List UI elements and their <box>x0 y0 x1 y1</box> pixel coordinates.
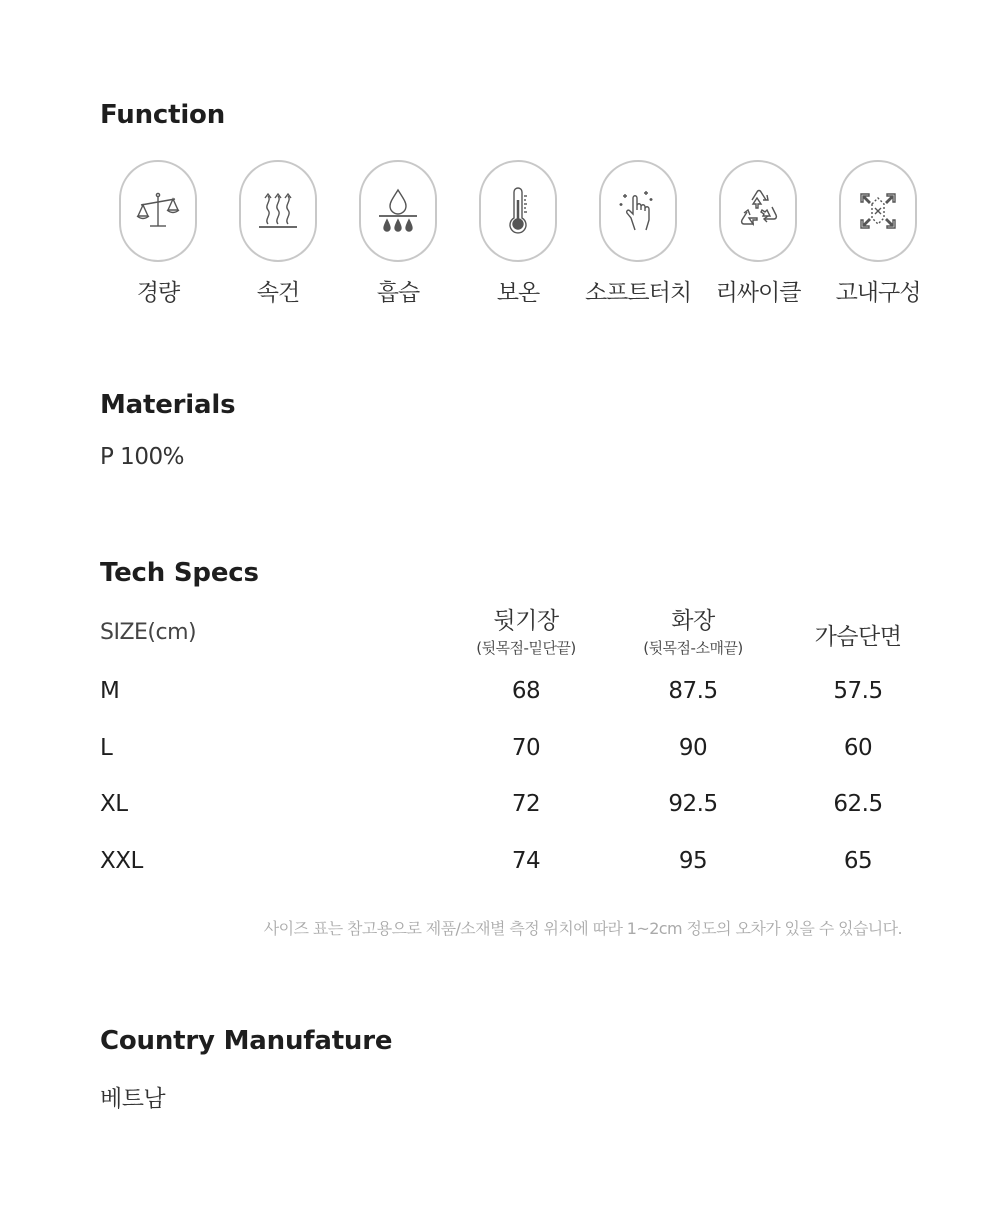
function-pill <box>239 160 317 262</box>
scale-icon <box>133 186 183 236</box>
column-header-back-length <box>446 602 606 658</box>
value-cell: 65 <box>843 848 873 874</box>
value-cell: 92.5 <box>668 791 718 817</box>
table-row <box>100 678 900 718</box>
function-pill <box>119 160 197 262</box>
soft-touch-icon <box>613 186 663 236</box>
function-pill <box>839 160 917 262</box>
value-cell: 90 <box>678 735 708 761</box>
column-header-sub: (뒷목점-소매끝) <box>643 639 743 657</box>
column-header-sleeve-length <box>613 602 773 658</box>
tech-specs-title: Tech Specs <box>100 558 259 588</box>
function-pill <box>719 160 797 262</box>
value-cell: 60 <box>843 735 873 761</box>
function-label: 보온 <box>496 280 540 306</box>
function-title: Function <box>100 100 226 130</box>
function-item-lightweight <box>98 160 218 310</box>
value-cell: 57.5 <box>833 678 883 704</box>
value-cell: 62.5 <box>833 791 883 817</box>
function-item-moisture <box>338 160 458 310</box>
country-value: 베트남 <box>100 1086 166 1112</box>
function-label: 고내구성 <box>835 280 921 306</box>
recycle-icon <box>733 186 783 236</box>
function-label: 리싸이클 <box>715 280 801 306</box>
quick-dry-icon <box>253 186 303 236</box>
thermometer-icon <box>493 186 543 236</box>
country-title: Country Manufature <box>100 1026 393 1056</box>
function-item-soft-touch <box>578 160 698 310</box>
function-pill <box>359 160 437 262</box>
function-item-warmth <box>458 160 578 310</box>
size-column-header: SIZE(cm) <box>100 620 197 645</box>
function-pill <box>479 160 557 262</box>
column-header-label: 가슴단면 <box>814 624 902 650</box>
value-cell: 68 <box>511 678 541 704</box>
table-row <box>100 848 900 888</box>
materials-title: Materials <box>100 390 236 420</box>
function-label: 소프트터치 <box>584 280 692 306</box>
column-header-label: 화장 <box>671 608 715 634</box>
function-pill <box>599 160 677 262</box>
column-header-label: 뒷기장 <box>493 608 559 634</box>
table-row <box>100 791 900 831</box>
moisture-absorb-icon <box>373 186 423 236</box>
value-cell: 74 <box>511 848 541 874</box>
column-header-sub: (뒷목점-밑단끝) <box>476 639 576 657</box>
size-cell: M <box>100 678 120 704</box>
function-label: 흡습 <box>376 280 420 306</box>
function-item-durability <box>818 160 938 310</box>
size-cell: XXL <box>100 848 143 874</box>
size-cell: L <box>100 735 113 761</box>
size-cell: XL <box>100 791 128 817</box>
function-item-recycle <box>698 160 818 310</box>
value-cell: 72 <box>511 791 541 817</box>
value-cell: 87.5 <box>668 678 718 704</box>
column-header-chest-width <box>778 618 938 651</box>
function-icons-row <box>98 160 921 310</box>
function-item-quick-dry <box>218 160 338 310</box>
function-label: 속건 <box>256 280 300 306</box>
value-cell: 95 <box>678 848 708 874</box>
size-table-note: 사이즈 표는 참고용으로 제품/소재별 측정 위치에 따라 1~2cm 정도의 오차가 있을 수 있습니다. <box>263 919 902 938</box>
table-row <box>100 735 900 775</box>
function-label: 경량 <box>136 280 180 306</box>
value-cell: 70 <box>511 735 541 761</box>
durability-icon <box>853 186 903 236</box>
materials-value: P 100% <box>100 444 184 470</box>
